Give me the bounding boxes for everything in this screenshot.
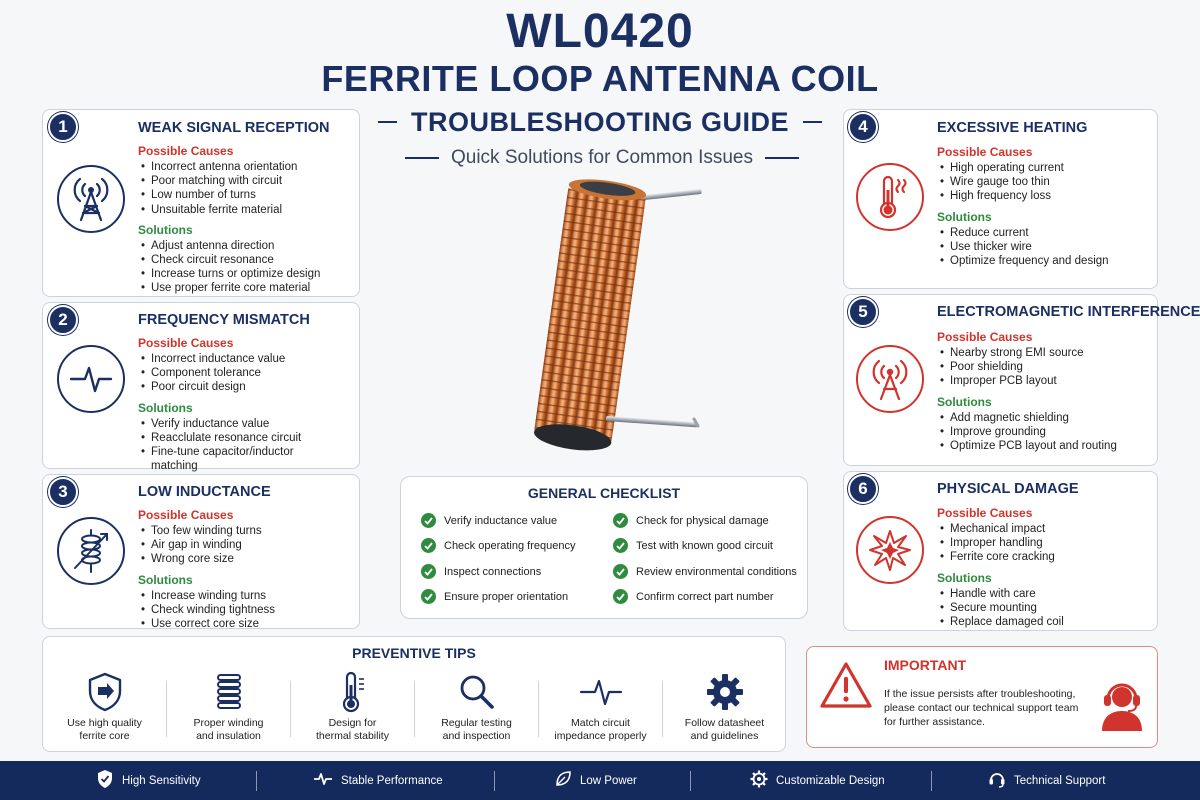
- causes-list: [937, 522, 1064, 565]
- shield-check-icon: [96, 769, 114, 792]
- important-line: If the issue persists after troubleshooting,: [884, 688, 1076, 700]
- list-item: • Nearby strong EMI source: [937, 346, 1117, 360]
- footer-label: Technical Support: [1014, 774, 1106, 787]
- checklist-item-label: Test with known good circuit: [636, 539, 773, 552]
- checklist-item: [421, 564, 541, 579]
- list-item: • Use proper ferrite core material: [138, 281, 320, 295]
- causes-label: Possible Causes: [937, 506, 1033, 520]
- footer-item: [96, 761, 201, 800]
- check-icon: [421, 513, 436, 528]
- pulse-icon: [313, 771, 333, 790]
- tip-item: [291, 671, 414, 749]
- issue-body: [138, 508, 275, 631]
- causes-label: Possible Causes: [138, 336, 234, 350]
- checklist-item-label: Check operating frequency: [444, 539, 576, 552]
- list-item: • Poor circuit design: [138, 380, 301, 394]
- important-line: please contact our technical support team: [884, 702, 1079, 714]
- list-item-continuation: matching: [151, 460, 198, 473]
- list-item: • Optimize PCB layout and routing: [937, 439, 1117, 453]
- divider: [494, 771, 495, 791]
- list-item: • Improper handling: [937, 536, 1064, 550]
- tip-label-line: Match circuit: [571, 717, 630, 729]
- issue-title: EXCESSIVE HEATING: [937, 120, 1088, 136]
- list-item: • Replace damaged coil: [937, 615, 1064, 629]
- issue-body: [937, 506, 1064, 629]
- tip-label-line: ferrite core: [79, 730, 130, 742]
- check-icon: [613, 538, 628, 553]
- tip-label-line: impedance properly: [554, 730, 647, 742]
- issue-card-excessive-heating: [843, 109, 1158, 289]
- checklist-item: [613, 589, 774, 604]
- solutions-label: Solutions: [937, 570, 992, 585]
- list-item: • Incorrect inductance value: [138, 352, 301, 366]
- general-checklist: [400, 476, 808, 619]
- solutions-label: Solutions: [138, 400, 193, 415]
- headset-icon: [988, 770, 1006, 791]
- tip-item: [539, 671, 662, 749]
- guide-title: TROUBLESHOOTING GUIDE: [410, 106, 789, 137]
- footer-label: Low Power: [580, 774, 637, 787]
- preventive-tips: [42, 636, 786, 752]
- tip-label-line: Follow datasheet: [684, 717, 765, 729]
- list-item: • Check circuit resonance: [138, 253, 320, 267]
- issue-body: [138, 144, 320, 296]
- checklist-item-label: Inspect connections: [444, 565, 542, 578]
- tip-label-line: and guidelines: [690, 730, 759, 742]
- footer-item: [554, 761, 637, 800]
- solutions-label: Solutions: [937, 394, 992, 409]
- checklist-item: [421, 513, 557, 528]
- important-text: [884, 687, 1094, 729]
- list-item: • Low number of turns: [138, 188, 320, 202]
- tip-item: [167, 671, 290, 749]
- tip-item: [43, 671, 166, 749]
- issue-number-badge: 4: [848, 112, 878, 142]
- page-title-model: WL0420: [506, 5, 694, 58]
- checklist-item: [613, 513, 769, 528]
- issue-title: PHYSICAL DAMAGE: [937, 481, 1079, 497]
- causes-list: [138, 352, 301, 395]
- feature-footer: [0, 761, 1200, 800]
- list-item: • Increase winding turns: [138, 589, 275, 603]
- list-item: • Mechanical impact: [937, 522, 1064, 536]
- preventive-title: PREVENTIVE TIPS: [352, 645, 476, 661]
- divider: [405, 157, 439, 159]
- solutions-label: Solutions: [138, 572, 193, 587]
- check-icon: [613, 589, 628, 604]
- checklist-item-label: Ensure proper orientation: [444, 590, 569, 603]
- tip-item: [663, 671, 786, 749]
- issue-card-low-inductance: [42, 474, 360, 629]
- solutions-label: Solutions: [138, 222, 193, 237]
- divider: [256, 771, 257, 791]
- check-icon: [613, 564, 628, 579]
- causes-list: [937, 161, 1109, 204]
- leaf-icon: [554, 770, 572, 791]
- list-item: • Increase turns or optimize design: [138, 267, 320, 281]
- issue-card-frequency-mismatch: [42, 302, 360, 473]
- issue-number-badge: 3: [48, 477, 78, 507]
- checklist-item: [613, 538, 773, 553]
- causes-label: Possible Causes: [937, 330, 1033, 344]
- check-icon: [421, 564, 436, 579]
- list-item: • Component tolerance: [138, 366, 301, 380]
- list-item: • Secure mounting: [937, 601, 1064, 615]
- waveform-icon: [57, 345, 125, 413]
- solutions-label: Solutions: [937, 209, 992, 224]
- list-item: • Optimize frequency and design: [937, 254, 1109, 268]
- solutions-list: [937, 411, 1117, 454]
- tip-label-line: and inspection: [442, 730, 511, 742]
- list-item: • High frequency loss: [937, 189, 1109, 203]
- list-item: • Add magnetic shielding: [937, 411, 1117, 425]
- issue-title: FREQUENCY MISMATCH: [138, 312, 310, 328]
- thermometer-heat-icon: [856, 163, 924, 231]
- checklist-item: [613, 564, 797, 579]
- causes-list: [138, 160, 320, 217]
- tip-label-line: Regular testing: [441, 717, 512, 729]
- checklist-title: GENERAL CHECKLIST: [527, 485, 681, 501]
- winding-icon: [167, 671, 290, 713]
- issue-body: [937, 330, 1117, 453]
- checklist-item-label: Confirm correct part number: [636, 590, 774, 603]
- list-item: • Unsuitable ferrite material: [138, 203, 320, 217]
- important-title: IMPORTANT: [884, 657, 967, 673]
- issue-number-badge: 1: [48, 112, 78, 142]
- divider: [765, 157, 799, 159]
- issue-card-weak-signal: [42, 109, 360, 297]
- issue-number-badge: 5: [848, 297, 878, 327]
- solutions-list: [937, 226, 1109, 269]
- important-notice: [806, 646, 1158, 748]
- tip-label-line: and insulation: [196, 730, 261, 742]
- issue-card-physical-damage: [843, 471, 1158, 631]
- solutions-list: [138, 239, 320, 296]
- list-item: • Reacclulate resonance circuit: [138, 431, 301, 445]
- warning-icon: [819, 661, 873, 714]
- footer-item: [988, 761, 1105, 800]
- list-item: • Poor matching with circuit: [138, 174, 320, 188]
- footer-label: Customizable Design: [776, 774, 885, 787]
- causes-list: [138, 524, 275, 567]
- list-item: • Wrong core size: [138, 552, 275, 566]
- list-item: • Check winding tightness: [138, 603, 275, 617]
- list-item: • Wire gauge too thin: [937, 175, 1109, 189]
- issue-title: WEAK SIGNAL RECEPTION: [138, 120, 330, 136]
- issue-body: [937, 145, 1109, 268]
- list-item: • Handle with care: [937, 587, 1064, 601]
- list-item: • Verify inductance value: [138, 417, 301, 431]
- thermometer-icon: [291, 671, 414, 713]
- footer-item: [750, 761, 885, 800]
- list-item: • Use thicker wire: [937, 240, 1109, 254]
- support-agent-icon: [1097, 677, 1147, 736]
- antenna-tower-icon: [57, 165, 125, 233]
- causes-label: Possible Causes: [138, 508, 234, 522]
- list-item: • Adjust antenna direction: [138, 239, 320, 253]
- footer-item: [313, 761, 443, 800]
- page-title-product: FERRITE LOOP ANTENNA COIL: [321, 58, 879, 99]
- waveform-icon: [539, 671, 662, 713]
- causes-label: Possible Causes: [138, 144, 234, 158]
- divider: [690, 771, 691, 791]
- solutions-list: [138, 417, 301, 460]
- divider: [931, 771, 932, 791]
- causes-list: [937, 346, 1117, 389]
- solutions-list: [937, 587, 1064, 630]
- issue-title: LOW INDUCTANCE: [138, 484, 271, 500]
- gear-icon: [663, 671, 786, 713]
- tip-label-line: Proper winding: [193, 717, 264, 729]
- checklist-item: [421, 538, 575, 553]
- tip-label-line: Use high quality: [67, 717, 142, 729]
- list-item: • Air gap in winding: [138, 538, 275, 552]
- issue-number-badge: 6: [848, 474, 878, 504]
- solutions-list: [138, 589, 275, 632]
- issue-number-badge: 2: [48, 305, 78, 335]
- checklist-item-label: Review environmental conditions: [636, 565, 797, 578]
- page-subtitle: Quick Solutions for Common Issues: [450, 147, 753, 168]
- important-line: for further assistance.: [884, 716, 985, 728]
- list-item: • Too few winding turns: [138, 524, 275, 538]
- tip-item: [415, 671, 538, 749]
- broadcast-interference-icon: [856, 345, 924, 413]
- list-item: • High operating current: [937, 161, 1109, 175]
- causes-label: Possible Causes: [937, 145, 1033, 159]
- gear-icon: [750, 770, 768, 791]
- list-item: • Incorrect antenna orientation: [138, 160, 320, 174]
- guide-heading: [378, 104, 822, 140]
- list-item: • Improper PCB layout: [937, 374, 1117, 388]
- checklist-item: [421, 589, 568, 604]
- tip-label-line: thermal stability: [316, 730, 389, 742]
- list-item: • Poor shielding: [937, 360, 1117, 374]
- check-icon: [421, 538, 436, 553]
- issue-card-emi: [843, 294, 1200, 466]
- checklist-item-label: Check for physical damage: [636, 514, 769, 527]
- coil-product-image: [520, 172, 710, 462]
- issue-title: ELECTROMAGNETIC INTERFERENCE: [937, 304, 1200, 320]
- impact-burst-icon: [856, 516, 924, 584]
- coil-winding-icon: [57, 517, 125, 585]
- footer-label: High Sensitivity: [122, 774, 201, 787]
- divider: [378, 121, 397, 123]
- tip-label-line: Design for: [328, 717, 377, 729]
- list-item: • Improve grounding: [937, 425, 1117, 439]
- list-item: • Use correct core size: [138, 617, 275, 631]
- issue-body: [138, 336, 301, 473]
- footer-label: Stable Performance: [341, 774, 443, 787]
- check-icon: [613, 513, 628, 528]
- subtitle-row: [396, 146, 808, 170]
- shield-icon: [43, 671, 166, 713]
- list-item: • Ferrite core cracking: [937, 550, 1064, 564]
- check-icon: [421, 589, 436, 604]
- divider: [803, 121, 822, 123]
- list-item: • Fine-tune capacitor/inductor: [138, 445, 301, 459]
- checklist-item-label: Verify inductance value: [444, 514, 558, 527]
- magnifier-icon: [415, 671, 538, 713]
- list-item: • Reduce current: [937, 226, 1109, 240]
